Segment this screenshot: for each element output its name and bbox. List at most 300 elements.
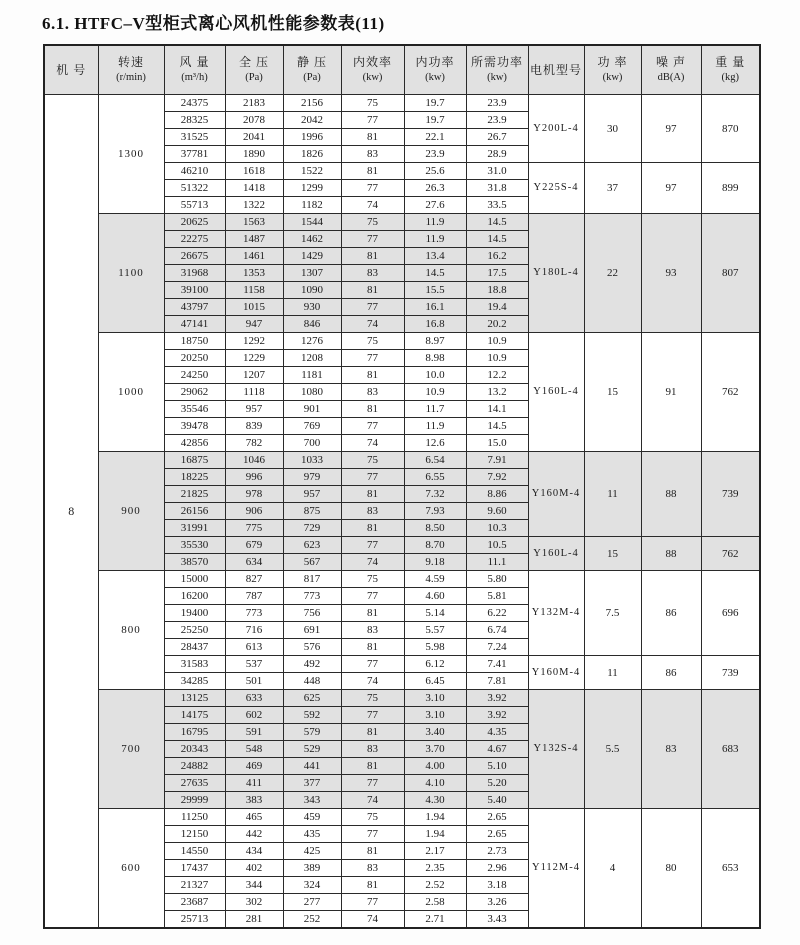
total-pressure-cell: 1418	[225, 180, 283, 197]
efficiency-cell: 74	[341, 792, 404, 809]
airflow-cell: 28437	[164, 639, 225, 656]
noise-cell: 88	[641, 452, 701, 537]
rpm-cell: 1300	[98, 95, 164, 214]
total-pressure-cell: 1207	[225, 367, 283, 384]
efficiency-cell: 77	[341, 656, 404, 673]
required-power-cell: 23.9	[466, 112, 528, 129]
efficiency-cell: 83	[341, 741, 404, 758]
column-header	[164, 45, 225, 95]
total-pressure-cell: 1118	[225, 384, 283, 401]
airflow-cell: 14550	[164, 843, 225, 860]
total-pressure-cell: 1229	[225, 350, 283, 367]
efficiency-cell: 81	[341, 843, 404, 860]
total-pressure-cell: 501	[225, 673, 283, 690]
airflow-cell: 43797	[164, 299, 225, 316]
airflow-cell: 28325	[164, 112, 225, 129]
total-pressure-cell: 402	[225, 860, 283, 877]
efficiency-cell: 77	[341, 707, 404, 724]
power-cell: 1.94	[404, 826, 466, 843]
power-cell: 4.00	[404, 758, 466, 775]
total-pressure-cell: 344	[225, 877, 283, 894]
power-cell: 1.94	[404, 809, 466, 826]
column-header-unit: (kw)	[425, 72, 445, 83]
required-power-cell: 14.5	[466, 418, 528, 435]
power-cell: 2.58	[404, 894, 466, 911]
total-pressure-cell: 591	[225, 724, 283, 741]
static-pressure-cell: 448	[283, 673, 341, 690]
noise-cell: 97	[641, 95, 701, 163]
required-power-cell: 4.35	[466, 724, 528, 741]
total-pressure-cell: 281	[225, 911, 283, 929]
total-pressure-cell: 782	[225, 435, 283, 452]
required-power-cell: 20.2	[466, 316, 528, 333]
static-pressure-cell: 1276	[283, 333, 341, 350]
static-pressure-cell: 623	[283, 537, 341, 554]
efficiency-cell: 77	[341, 537, 404, 554]
static-pressure-cell: 1080	[283, 384, 341, 401]
total-pressure-cell: 1292	[225, 333, 283, 350]
power-cell: 25.6	[404, 163, 466, 180]
total-pressure-cell: 434	[225, 843, 283, 860]
machine-number-cell: 8	[44, 95, 98, 929]
table-row	[44, 690, 760, 707]
efficiency-cell: 74	[341, 554, 404, 571]
static-pressure-cell: 1090	[283, 282, 341, 299]
noise-cell: 88	[641, 537, 701, 571]
airflow-cell: 37781	[164, 146, 225, 163]
power-cell: 22.1	[404, 129, 466, 146]
static-pressure-cell: 700	[283, 435, 341, 452]
efficiency-cell: 81	[341, 282, 404, 299]
airflow-cell: 29062	[164, 384, 225, 401]
total-pressure-cell: 1353	[225, 265, 283, 282]
total-pressure-cell: 996	[225, 469, 283, 486]
required-power-cell: 13.2	[466, 384, 528, 401]
weight-cell: 683	[701, 690, 760, 809]
efficiency-cell: 77	[341, 775, 404, 792]
static-pressure-cell: 492	[283, 656, 341, 673]
required-power-cell: 19.4	[466, 299, 528, 316]
airflow-cell: 39100	[164, 282, 225, 299]
column-header-unit: dB(A)	[657, 72, 685, 83]
table-header	[44, 45, 760, 95]
airflow-cell: 38570	[164, 554, 225, 571]
weight-cell: 807	[701, 214, 760, 333]
column-header-unit: (kw)	[602, 72, 623, 83]
airflow-cell: 34285	[164, 673, 225, 690]
static-pressure-cell: 846	[283, 316, 341, 333]
rpm-cell: 700	[98, 690, 164, 809]
power-cell: 13.4	[404, 248, 466, 265]
static-pressure-cell: 1522	[283, 163, 341, 180]
motor-power-cell: 22	[584, 214, 641, 333]
total-pressure-cell: 1487	[225, 231, 283, 248]
required-power-cell: 31.0	[466, 163, 528, 180]
efficiency-cell: 81	[341, 639, 404, 656]
efficiency-cell: 81	[341, 401, 404, 418]
required-power-cell: 7.91	[466, 452, 528, 469]
power-cell: 6.54	[404, 452, 466, 469]
required-power-cell: 6.74	[466, 622, 528, 639]
airflow-cell: 24250	[164, 367, 225, 384]
airflow-cell: 26156	[164, 503, 225, 520]
required-power-cell: 33.5	[466, 197, 528, 214]
static-pressure-cell: 1429	[283, 248, 341, 265]
airflow-cell: 31583	[164, 656, 225, 673]
airflow-cell: 29999	[164, 792, 225, 809]
efficiency-cell: 77	[341, 350, 404, 367]
power-cell: 9.18	[404, 554, 466, 571]
weight-cell: 870	[701, 95, 760, 163]
power-cell: 14.5	[404, 265, 466, 282]
column-header-label: 噪 声	[655, 55, 686, 69]
column-header	[528, 45, 584, 95]
total-pressure-cell: 1890	[225, 146, 283, 163]
column-header-unit: (kw)	[362, 72, 383, 83]
total-pressure-cell: 1046	[225, 452, 283, 469]
total-pressure-cell: 465	[225, 809, 283, 826]
required-power-cell: 3.43	[466, 911, 528, 929]
required-power-cell: 6.22	[466, 605, 528, 622]
column-header	[341, 45, 404, 95]
power-cell: 15.5	[404, 282, 466, 299]
table-row	[44, 333, 760, 350]
required-power-cell: 18.8	[466, 282, 528, 299]
weight-cell: 762	[701, 537, 760, 571]
column-header	[641, 45, 701, 95]
static-pressure-cell: 691	[283, 622, 341, 639]
noise-cell: 97	[641, 163, 701, 214]
total-pressure-cell: 1322	[225, 197, 283, 214]
efficiency-cell: 77	[341, 231, 404, 248]
static-pressure-cell: 2156	[283, 95, 341, 112]
column-header-label: 功 率	[597, 55, 628, 69]
total-pressure-cell: 1015	[225, 299, 283, 316]
total-pressure-cell: 602	[225, 707, 283, 724]
power-cell: 4.60	[404, 588, 466, 605]
power-cell: 8.70	[404, 537, 466, 554]
static-pressure-cell: 729	[283, 520, 341, 537]
column-header	[404, 45, 466, 95]
power-cell: 2.17	[404, 843, 466, 860]
static-pressure-cell: 252	[283, 911, 341, 929]
efficiency-cell: 83	[341, 503, 404, 520]
airflow-cell: 46210	[164, 163, 225, 180]
airflow-cell: 13125	[164, 690, 225, 707]
required-power-cell: 3.26	[466, 894, 528, 911]
static-pressure-cell: 1182	[283, 197, 341, 214]
efficiency-cell: 74	[341, 197, 404, 214]
required-power-cell: 11.1	[466, 554, 528, 571]
column-header-unit: (r/min)	[116, 72, 146, 83]
static-pressure-cell: 1996	[283, 129, 341, 146]
airflow-cell: 25250	[164, 622, 225, 639]
static-pressure-cell: 901	[283, 401, 341, 418]
required-power-cell: 26.7	[466, 129, 528, 146]
required-power-cell: 5.40	[466, 792, 528, 809]
efficiency-cell: 81	[341, 248, 404, 265]
static-pressure-cell: 1307	[283, 265, 341, 282]
rpm-cell: 1100	[98, 214, 164, 333]
rpm-cell: 600	[98, 809, 164, 929]
efficiency-cell: 77	[341, 299, 404, 316]
total-pressure-cell: 2078	[225, 112, 283, 129]
efficiency-cell: 74	[341, 435, 404, 452]
total-pressure-cell: 1461	[225, 248, 283, 265]
airflow-cell: 31991	[164, 520, 225, 537]
total-pressure-cell: 787	[225, 588, 283, 605]
total-pressure-cell: 947	[225, 316, 283, 333]
airflow-cell: 14175	[164, 707, 225, 724]
required-power-cell: 31.8	[466, 180, 528, 197]
power-cell: 2.71	[404, 911, 466, 929]
motor-model-cell: Y160M-4	[528, 656, 584, 690]
power-cell: 2.35	[404, 860, 466, 877]
total-pressure-cell: 773	[225, 605, 283, 622]
total-pressure-cell: 906	[225, 503, 283, 520]
required-power-cell: 12.2	[466, 367, 528, 384]
static-pressure-cell: 1033	[283, 452, 341, 469]
required-power-cell: 2.73	[466, 843, 528, 860]
page-title: 6.1. HTFC–V型柜式离心风机性能参数表(11)	[42, 14, 385, 33]
total-pressure-cell: 978	[225, 486, 283, 503]
airflow-cell: 11250	[164, 809, 225, 826]
total-pressure-cell: 613	[225, 639, 283, 656]
total-pressure-cell: 775	[225, 520, 283, 537]
required-power-cell: 28.9	[466, 146, 528, 163]
power-cell: 6.45	[404, 673, 466, 690]
column-header-unit: (Pa)	[303, 72, 321, 83]
required-power-cell: 10.5	[466, 537, 528, 554]
noise-cell: 93	[641, 214, 701, 333]
static-pressure-cell: 579	[283, 724, 341, 741]
required-power-cell: 5.80	[466, 571, 528, 588]
required-power-cell: 2.96	[466, 860, 528, 877]
motor-model-cell: Y160M-4	[528, 452, 584, 537]
motor-power-cell: 11	[584, 656, 641, 690]
efficiency-cell: 83	[341, 622, 404, 639]
required-power-cell: 7.41	[466, 656, 528, 673]
efficiency-cell: 74	[341, 911, 404, 929]
column-header-unit: (m³/h)	[181, 72, 208, 83]
power-cell: 7.93	[404, 503, 466, 520]
airflow-cell: 26675	[164, 248, 225, 265]
required-power-cell: 8.86	[466, 486, 528, 503]
table-row	[44, 452, 760, 469]
airflow-cell: 39478	[164, 418, 225, 435]
airflow-cell: 24882	[164, 758, 225, 775]
column-header	[44, 45, 98, 95]
airflow-cell: 17437	[164, 860, 225, 877]
total-pressure-cell: 2183	[225, 95, 283, 112]
airflow-cell: 16875	[164, 452, 225, 469]
performance-table-body	[44, 95, 760, 929]
motor-power-cell: 4	[584, 809, 641, 929]
required-power-cell: 4.67	[466, 741, 528, 758]
required-power-cell: 14.5	[466, 231, 528, 248]
power-cell: 2.52	[404, 877, 466, 894]
static-pressure-cell: 773	[283, 588, 341, 605]
required-power-cell: 14.5	[466, 214, 528, 231]
airflow-cell: 18225	[164, 469, 225, 486]
motor-model-cell: Y180L-4	[528, 214, 584, 333]
static-pressure-cell: 875	[283, 503, 341, 520]
power-cell: 5.98	[404, 639, 466, 656]
airflow-cell: 25713	[164, 911, 225, 929]
table-row	[44, 214, 760, 231]
column-header-label: 全 压	[238, 55, 269, 69]
required-power-cell: 5.10	[466, 758, 528, 775]
column-header	[225, 45, 283, 95]
required-power-cell: 14.1	[466, 401, 528, 418]
static-pressure-cell: 529	[283, 741, 341, 758]
required-power-cell: 3.92	[466, 690, 528, 707]
noise-cell: 86	[641, 656, 701, 690]
power-cell: 8.98	[404, 350, 466, 367]
column-header-unit: (kg)	[721, 72, 739, 83]
motor-model-cell: Y112M-4	[528, 809, 584, 929]
noise-cell: 83	[641, 690, 701, 809]
efficiency-cell: 75	[341, 809, 404, 826]
airflow-cell: 24375	[164, 95, 225, 112]
header-row	[44, 45, 760, 95]
power-cell: 8.97	[404, 333, 466, 350]
weight-cell: 739	[701, 656, 760, 690]
weight-cell: 696	[701, 571, 760, 656]
efficiency-cell: 81	[341, 367, 404, 384]
static-pressure-cell: 930	[283, 299, 341, 316]
static-pressure-cell: 435	[283, 826, 341, 843]
motor-power-cell: 15	[584, 537, 641, 571]
total-pressure-cell: 469	[225, 758, 283, 775]
efficiency-cell: 75	[341, 333, 404, 350]
motor-model-cell: Y132M-4	[528, 571, 584, 656]
static-pressure-cell: 769	[283, 418, 341, 435]
power-cell: 3.40	[404, 724, 466, 741]
total-pressure-cell: 679	[225, 537, 283, 554]
airflow-cell: 23687	[164, 894, 225, 911]
power-cell: 16.1	[404, 299, 466, 316]
power-cell: 3.70	[404, 741, 466, 758]
required-power-cell: 10.3	[466, 520, 528, 537]
static-pressure-cell: 441	[283, 758, 341, 775]
airflow-cell: 20343	[164, 741, 225, 758]
column-header-label: 电机型号	[529, 62, 582, 77]
static-pressure-cell: 1462	[283, 231, 341, 248]
column-header-label: 内功率	[415, 55, 455, 69]
column-header-label: 所需功率	[470, 55, 523, 69]
efficiency-cell: 77	[341, 180, 404, 197]
efficiency-cell: 77	[341, 894, 404, 911]
power-cell: 11.9	[404, 418, 466, 435]
total-pressure-cell: 827	[225, 571, 283, 588]
static-pressure-cell: 576	[283, 639, 341, 656]
efficiency-cell: 81	[341, 877, 404, 894]
performance-table	[43, 44, 761, 929]
required-power-cell: 2.65	[466, 826, 528, 843]
airflow-cell: 27635	[164, 775, 225, 792]
weight-cell: 739	[701, 452, 760, 537]
noise-cell: 86	[641, 571, 701, 656]
power-cell: 11.9	[404, 214, 466, 231]
efficiency-cell: 81	[341, 605, 404, 622]
total-pressure-cell: 302	[225, 894, 283, 911]
power-cell: 6.12	[404, 656, 466, 673]
column-header-unit: (kw)	[487, 72, 507, 83]
rpm-cell: 800	[98, 571, 164, 690]
efficiency-cell: 81	[341, 520, 404, 537]
motor-model-cell: Y225S-4	[528, 163, 584, 214]
power-cell: 3.10	[404, 690, 466, 707]
static-pressure-cell: 377	[283, 775, 341, 792]
column-header	[98, 45, 164, 95]
motor-power-cell: 7.5	[584, 571, 641, 656]
static-pressure-cell: 756	[283, 605, 341, 622]
motor-power-cell: 11	[584, 452, 641, 537]
total-pressure-cell: 548	[225, 741, 283, 758]
airflow-cell: 21825	[164, 486, 225, 503]
total-pressure-cell: 634	[225, 554, 283, 571]
power-cell: 5.14	[404, 605, 466, 622]
power-cell: 16.8	[404, 316, 466, 333]
total-pressure-cell: 716	[225, 622, 283, 639]
required-power-cell: 5.81	[466, 588, 528, 605]
column-header	[466, 45, 528, 95]
table-row	[44, 95, 760, 112]
airflow-cell: 15000	[164, 571, 225, 588]
required-power-cell: 7.92	[466, 469, 528, 486]
column-header-label: 内效率	[352, 55, 392, 69]
airflow-cell: 35546	[164, 401, 225, 418]
power-cell: 12.6	[404, 435, 466, 452]
required-power-cell: 23.9	[466, 95, 528, 112]
efficiency-cell: 75	[341, 690, 404, 707]
column-header	[283, 45, 341, 95]
efficiency-cell: 81	[341, 486, 404, 503]
static-pressure-cell: 1208	[283, 350, 341, 367]
required-power-cell: 9.60	[466, 503, 528, 520]
power-cell: 11.7	[404, 401, 466, 418]
column-header-label: 机 号	[56, 62, 87, 77]
required-power-cell: 7.81	[466, 673, 528, 690]
total-pressure-cell: 1158	[225, 282, 283, 299]
motor-model-cell: Y160L-4	[528, 333, 584, 452]
airflow-cell: 47141	[164, 316, 225, 333]
efficiency-cell: 75	[341, 95, 404, 112]
motor-model-cell: Y160L-4	[528, 537, 584, 571]
power-cell: 11.9	[404, 231, 466, 248]
total-pressure-cell: 633	[225, 690, 283, 707]
efficiency-cell: 75	[341, 214, 404, 231]
static-pressure-cell: 343	[283, 792, 341, 809]
efficiency-cell: 77	[341, 826, 404, 843]
required-power-cell: 15.0	[466, 435, 528, 452]
airflow-cell: 20625	[164, 214, 225, 231]
total-pressure-cell: 442	[225, 826, 283, 843]
efficiency-cell: 75	[341, 452, 404, 469]
airflow-cell: 31525	[164, 129, 225, 146]
efficiency-cell: 83	[341, 860, 404, 877]
table-row	[44, 571, 760, 588]
power-cell: 4.10	[404, 775, 466, 792]
column-header-unit: (Pa)	[245, 72, 263, 83]
static-pressure-cell: 389	[283, 860, 341, 877]
weight-cell: 762	[701, 333, 760, 452]
column-header-label: 重 量	[715, 55, 746, 69]
required-power-cell: 10.9	[466, 350, 528, 367]
motor-power-cell: 37	[584, 163, 641, 214]
motor-power-cell: 30	[584, 95, 641, 163]
